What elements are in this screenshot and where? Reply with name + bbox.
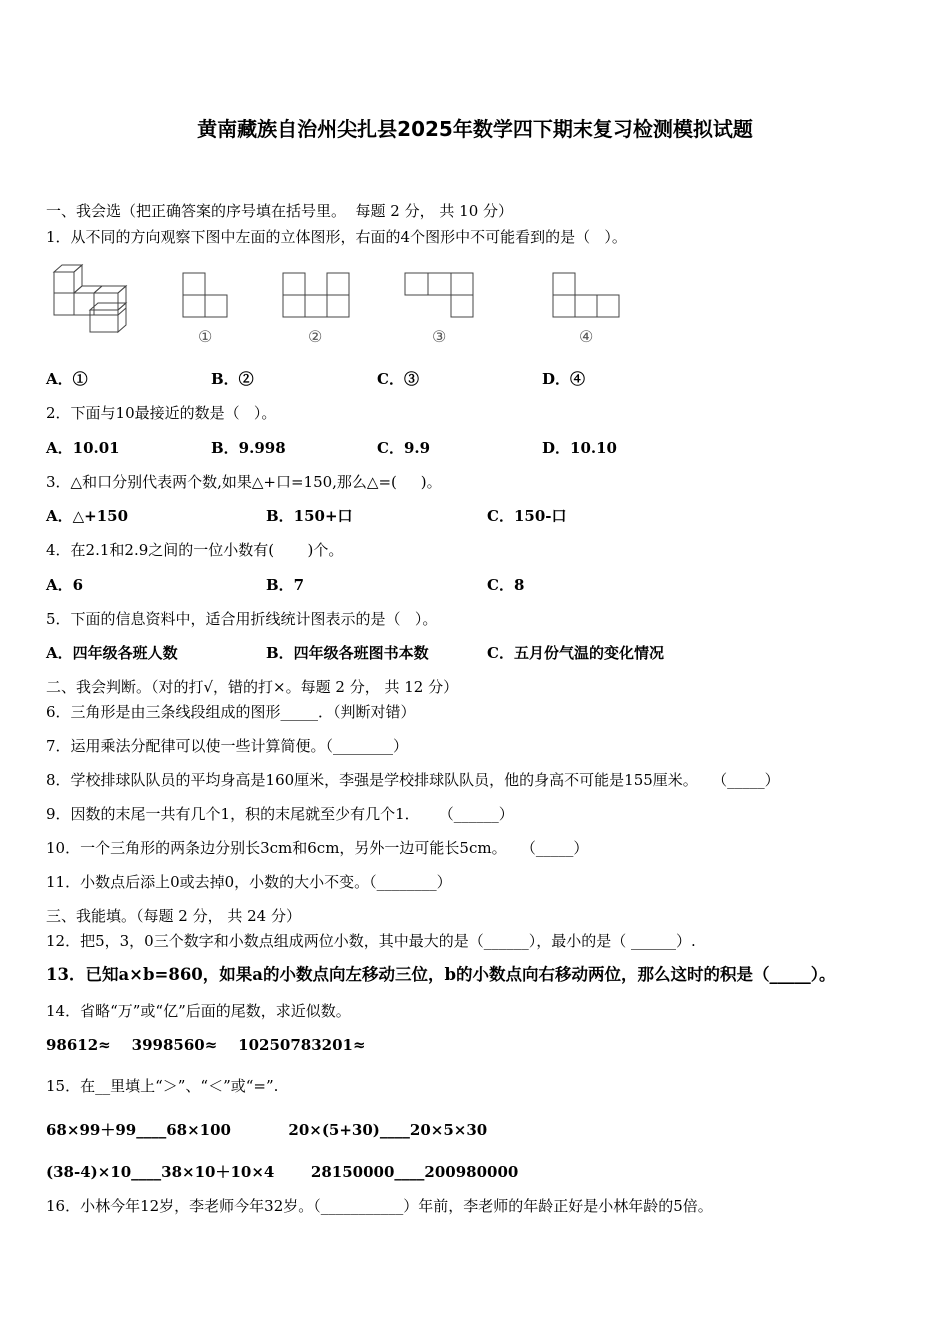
question-3: 3．△和口分别代表两个数,如果△+口=150,那么△=( )。 [46, 473, 442, 491]
question-4: 4．在2.1和2.9之间的一位小数有( )个。 [46, 541, 344, 559]
view-1-figure [183, 273, 229, 319]
view-1-label: ① [198, 327, 213, 346]
question-2: 2．下面与10最接近的数是（ ）。 [46, 404, 277, 422]
q1-option-c: C．③ [377, 370, 419, 388]
q3-option-b: B．150+口 [266, 507, 353, 525]
solid-figure [50, 262, 130, 334]
question-13: 13．已知a×b=860，如果a的小数点向左移动三位，b的小数点向右移动两位，那么这时的积是（_____）。 [46, 965, 836, 984]
view-2-label: ② [308, 327, 323, 346]
page-title: 黄南藏族自治州尖扎县2025年数学四下期末复习检测模拟试题 [197, 117, 753, 141]
view-4-figure [553, 273, 623, 319]
view-3-figure [405, 273, 475, 319]
q3-option-a: A．△+150 [46, 507, 129, 525]
view-2-figure [283, 273, 351, 319]
question-1: 1．从不同的方向观察下图中左面的立体图形，右面的4个图形中不可能看到的是（ ）。 [46, 228, 627, 246]
view-3-label: ③ [432, 327, 447, 346]
q14-approximation-line: 98612≈ 3998560≈ 10250783201≈ [46, 1036, 366, 1054]
q4-option-b: B．7 [266, 576, 305, 594]
question-8: 8．学校排球队队员的平均身高是160厘米，李强是学校排球队队员，他的身高不可能是155厘米。 （_____） [46, 771, 780, 789]
question-6: 6．三角形是由三条线段组成的图形_____．（判断对错） [46, 703, 416, 721]
question-9: 9．因数的末尾一共有几个1，积的末尾就至少有几个1． （______） [46, 805, 514, 823]
q3-option-c: C．150-口 [487, 507, 567, 525]
section-3-heading: 三、我能填。（每题 2 分， 共 24 分） [46, 907, 301, 925]
q5-option-c: C．五月份气温的变化情况 [487, 644, 664, 662]
q15-compare-line-1: 68×99＋99____68×100 20×(5+30)____20×5×30 [46, 1121, 488, 1139]
question-10: 10．一个三角形的两条边分别长3cm和6cm，另外一边可能长5cm。 （_____） [46, 839, 589, 857]
q5-option-a: A．四年级各班人数 [46, 644, 178, 662]
question-7: 7．运用乘法分配律可以使一些计算简便。（________） [46, 737, 409, 755]
q1-option-a: A．① [46, 370, 88, 388]
section-2-heading: 二、我会判断。（对的打√，错的打×。每题 2 分， 共 12 分） [46, 678, 459, 696]
question-16: 16．小林今年12岁，李老师今年32岁。（___________）年前，李老师的年龄正好是小林年龄的5倍。 [46, 1197, 713, 1215]
q1-option-d: D．④ [542, 370, 586, 388]
question-15: 15．在__里填上“＞”、“＜”或“=”. [46, 1077, 279, 1095]
q1-option-b: B．② [211, 370, 254, 388]
q5-option-b: B．四年级各班图书本数 [266, 644, 429, 662]
q15-compare-line-2: (38-4)×10____38×10＋10×4 28150000____200980000 [46, 1163, 519, 1181]
q2-option-c: C．9.9 [377, 439, 431, 457]
section-1-heading: 一、我会选（把正确答案的序号填在括号里。 每题 2 分， 共 10 分） [46, 202, 514, 220]
question-14: 14．省略“万”或“亿”后面的尾数，求近似数。 [46, 1002, 351, 1020]
question-12: 12．把5，3，0三个数字和小数点组成两位小数，其中最大的是（______），最小的是（ ______）. [46, 932, 696, 950]
q4-option-a: A．6 [46, 576, 84, 594]
q2-option-a: A．10.01 [46, 439, 120, 457]
question-11: 11．小数点后添上0或去掉0，小数的大小不变。（________） [46, 873, 452, 891]
q2-option-d: D．10.10 [542, 439, 617, 457]
q2-option-b: B．9.998 [211, 439, 286, 457]
q4-option-c: C．8 [487, 576, 525, 594]
question-5: 5．下面的信息资料中，适合用折线统计图表示的是（ ）。 [46, 610, 438, 628]
view-4-label: ④ [579, 327, 594, 346]
